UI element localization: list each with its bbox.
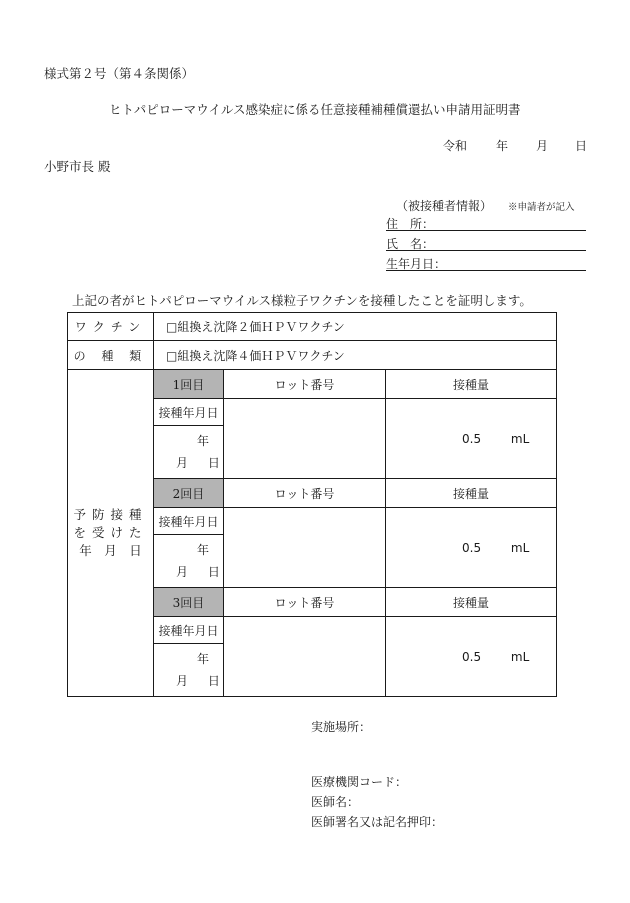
vaccination-date-label: 接種年月日 [154, 399, 224, 426]
vaccination-date-field[interactable] [154, 426, 224, 479]
facility-code-label: 医療機関コード： [311, 775, 408, 789]
amount-header: 接種量 [386, 479, 557, 508]
date-year-label: 年 [196, 652, 209, 666]
date-day-label: 日 [207, 674, 220, 688]
birthdate-field[interactable] [386, 270, 586, 271]
date-day-label: 日 [207, 565, 220, 579]
date-day-label: 日 [575, 139, 588, 153]
lot-number-header: ロット番号 [224, 479, 386, 508]
recipient-heading: （被接種者情報） [396, 199, 493, 213]
birthdate-label: 生年月日： [386, 257, 447, 271]
lot-number-field[interactable] [224, 508, 386, 588]
date-year-label: 年 [496, 139, 509, 153]
signature-label: 医師署名又は記名押印： [311, 815, 444, 829]
vaccination-date-label: 接種年月日 [154, 508, 224, 535]
date-year-label: 年 [196, 543, 209, 557]
form-number: 様式第２号（第４条関係） [44, 66, 195, 81]
dates-label-line1: 予防接種 [73, 507, 148, 522]
amount-value: 0.5 [462, 540, 482, 555]
name-label: 氏 名： [386, 237, 435, 251]
date-month-label: 月 [176, 674, 189, 688]
dose-ordinal: 1回目 [154, 370, 224, 399]
amount-value: 0.5 [462, 431, 482, 446]
amount-unit: mL [510, 649, 530, 664]
vaccine-option-quadrivalent[interactable]: □組換え沈降４価ＨＰＶワクチン [154, 341, 557, 370]
dates-label-line3: 年 月 日 [79, 543, 142, 558]
dose-ordinal: 3回目 [154, 588, 224, 617]
date-month-label: 月 [176, 456, 189, 470]
certification-statement: 上記の者がヒトパピローマウイルス様粒子ワクチンを接種したことを証明します。 [72, 293, 532, 308]
vaccination-dates-label [68, 370, 154, 697]
amount-unit: mL [510, 540, 530, 555]
amount-header: 接種量 [386, 588, 557, 617]
lot-number-field[interactable] [224, 617, 386, 697]
lot-number-header: ロット番号 [224, 370, 386, 399]
vaccine-type-label-line2: の 種 類 [68, 341, 154, 370]
addressee: 小野市長 殿 [44, 159, 111, 174]
dose-ordinal: 2回目 [154, 479, 224, 508]
name-field[interactable] [386, 250, 586, 251]
amount-unit: mL [510, 431, 530, 446]
address-label: 住 所： [386, 217, 435, 231]
vaccination-date-field[interactable] [154, 644, 224, 697]
date-month-label: 月 [176, 565, 189, 579]
lot-number-header: ロット番号 [224, 588, 386, 617]
date-era: 令和 [443, 139, 468, 153]
amount-value: 0.5 [462, 649, 482, 664]
lot-number-field[interactable] [224, 399, 386, 479]
vaccination-date-field[interactable] [154, 535, 224, 588]
document-title: ヒトパピローマウイルス感染症に係る任意接種補種償還払い申請用証明書 [109, 102, 521, 117]
dates-label-line2: を受けた [73, 525, 148, 540]
amount-cell [386, 617, 557, 697]
date-month-label: 月 [536, 139, 549, 153]
amount-header: 接種量 [386, 370, 557, 399]
date-day-label: 日 [207, 456, 220, 470]
vaccination-date-label: 接種年月日 [154, 617, 224, 644]
vaccine-type-label-line1: ワクチン [68, 313, 154, 341]
date-year-label: 年 [196, 434, 209, 448]
vaccination-table [67, 312, 557, 697]
doctor-name-label: 医師名： [311, 795, 360, 809]
address-field[interactable] [386, 230, 586, 231]
place-label: 実施場所： [311, 720, 372, 734]
vaccine-option-bivalent[interactable]: □組換え沈降２価ＨＰＶワクチン [154, 313, 557, 341]
amount-cell [386, 399, 557, 479]
recipient-note: ※申請者が記入 [508, 202, 575, 213]
amount-cell [386, 508, 557, 588]
